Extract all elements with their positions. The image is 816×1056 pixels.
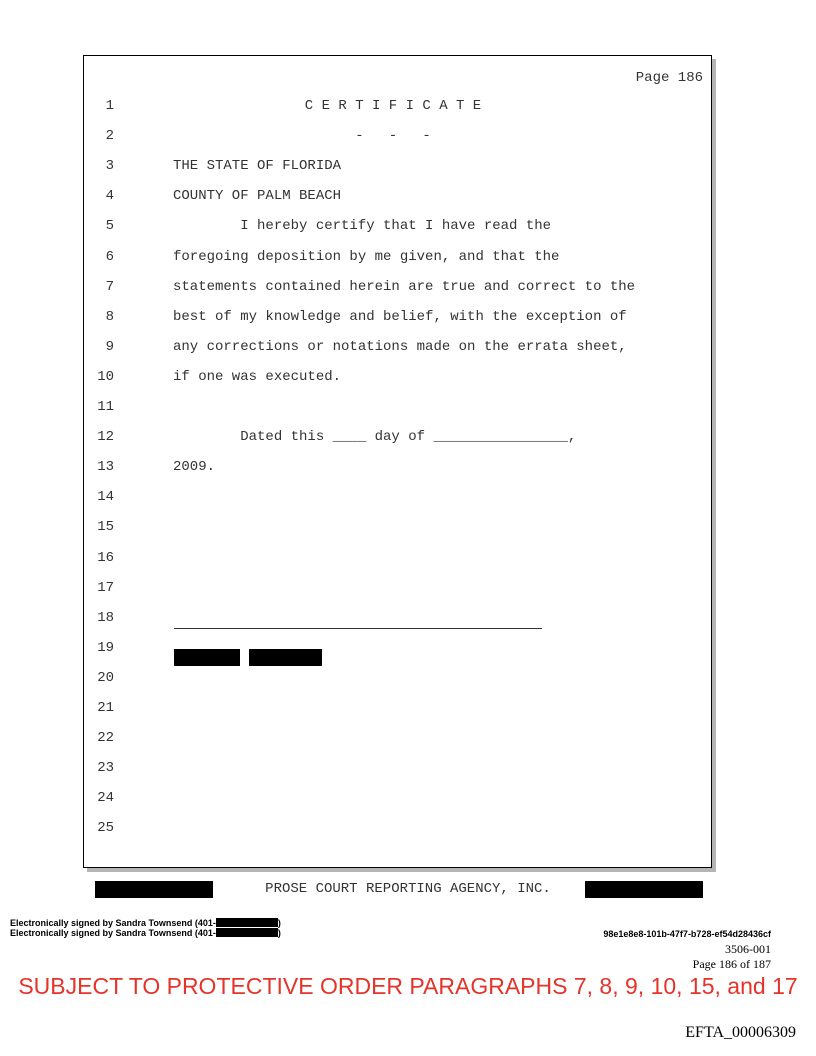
line-text: THE STATE OF FLORIDA — [173, 158, 342, 175]
line-number: 6 — [105, 248, 114, 265]
page-of: Page 186 of 187 — [692, 957, 771, 971]
transcript-line — [84, 610, 704, 630]
redaction-block — [216, 928, 278, 937]
transcript-line — [84, 369, 704, 389]
footer-agency: PROSE COURT REPORTING AGENCY, INC. — [265, 881, 551, 897]
line-number: 25 — [97, 820, 114, 837]
line-number: 4 — [105, 188, 114, 205]
line-number: 16 — [97, 549, 114, 566]
transcript-line — [84, 158, 704, 178]
document-number: 3506-001 — [725, 942, 771, 956]
line-number: 1 — [105, 98, 114, 114]
line-text: - - - — [355, 128, 431, 145]
line-text: best of my knowledge and belief, with the exception of — [173, 308, 627, 325]
redaction-block — [174, 649, 240, 666]
transcript-line — [84, 309, 704, 329]
line-number: 20 — [97, 669, 114, 686]
transcript-line — [84, 519, 704, 539]
transcript-line — [84, 790, 704, 810]
line-number: 23 — [97, 760, 114, 777]
transcript-line — [84, 760, 704, 780]
transcript-line — [84, 580, 704, 600]
transcript-line — [84, 489, 704, 509]
line-text: 2009. — [173, 459, 216, 476]
line-number: 17 — [97, 579, 114, 596]
line-number: 13 — [97, 459, 114, 476]
line-number: 15 — [97, 519, 114, 536]
line-number: 19 — [97, 639, 114, 656]
esign-line: Electronically signed by Sandra Townsend (401- ) — [10, 918, 281, 928]
transcript-line — [84, 399, 704, 419]
line-text: COUNTY OF PALM BEACH — [173, 188, 342, 205]
transcript-line — [84, 429, 704, 449]
line-number: 14 — [97, 489, 114, 506]
line-number: 2 — [105, 128, 114, 145]
transcript-line — [84, 128, 704, 148]
line-number: 5 — [105, 218, 114, 235]
transcript-line — [84, 730, 704, 750]
signature-line — [174, 628, 542, 629]
transcript-line — [84, 188, 704, 208]
line-number: 24 — [97, 790, 114, 807]
page-label: Page 186 — [635, 70, 703, 86]
line-text: C E R T I F I C A T E — [304, 98, 482, 114]
line-text: Dated this ____ day of ________________, — [173, 429, 577, 446]
redaction-block — [585, 881, 703, 898]
transcript-line — [84, 339, 704, 359]
transcript-line — [84, 820, 704, 840]
transcript-page — [83, 55, 712, 868]
transcript-line — [84, 670, 704, 690]
line-number: 7 — [105, 278, 114, 295]
line-text: any corrections or notations made on the errata sheet, — [173, 338, 627, 355]
esign-line: Electronically signed by Sandra Townsend (401- ) — [10, 928, 281, 938]
line-text: statements contained herein are true and correct to the — [173, 278, 636, 295]
transcript-line — [84, 279, 704, 299]
transcript-line — [84, 700, 704, 720]
line-text: I hereby certify that I have read the — [173, 218, 552, 235]
signature-hash: 98e1e8e8-101b-47f7-b728-ef54d28436cf — [603, 929, 771, 939]
protective-order-notice: SUBJECT TO PROTECTIVE ORDER PARAGRAPHS 7, 8, 9, 10, 15, and 17 — [18, 973, 798, 999]
line-text: if one was executed. — [173, 368, 342, 385]
transcript-line — [84, 459, 704, 479]
transcript-line — [84, 550, 704, 570]
transcript-line — [84, 98, 704, 118]
line-number: 8 — [105, 308, 114, 325]
line-number: 3 — [105, 158, 114, 175]
transcript-line — [84, 218, 704, 238]
line-number: 11 — [97, 399, 114, 415]
line-number: 10 — [97, 368, 114, 385]
line-number: 12 — [97, 429, 114, 446]
transcript-line — [84, 249, 704, 269]
redaction-block — [216, 918, 278, 927]
redaction-block — [249, 649, 322, 666]
line-number: 22 — [97, 730, 114, 747]
line-number: 9 — [105, 338, 114, 355]
bates-number: EFTA_00006309 — [685, 1024, 796, 1041]
line-number: 18 — [97, 609, 114, 626]
line-number: 21 — [97, 700, 114, 716]
line-text: foregoing deposition by me given, and that the — [173, 248, 560, 265]
